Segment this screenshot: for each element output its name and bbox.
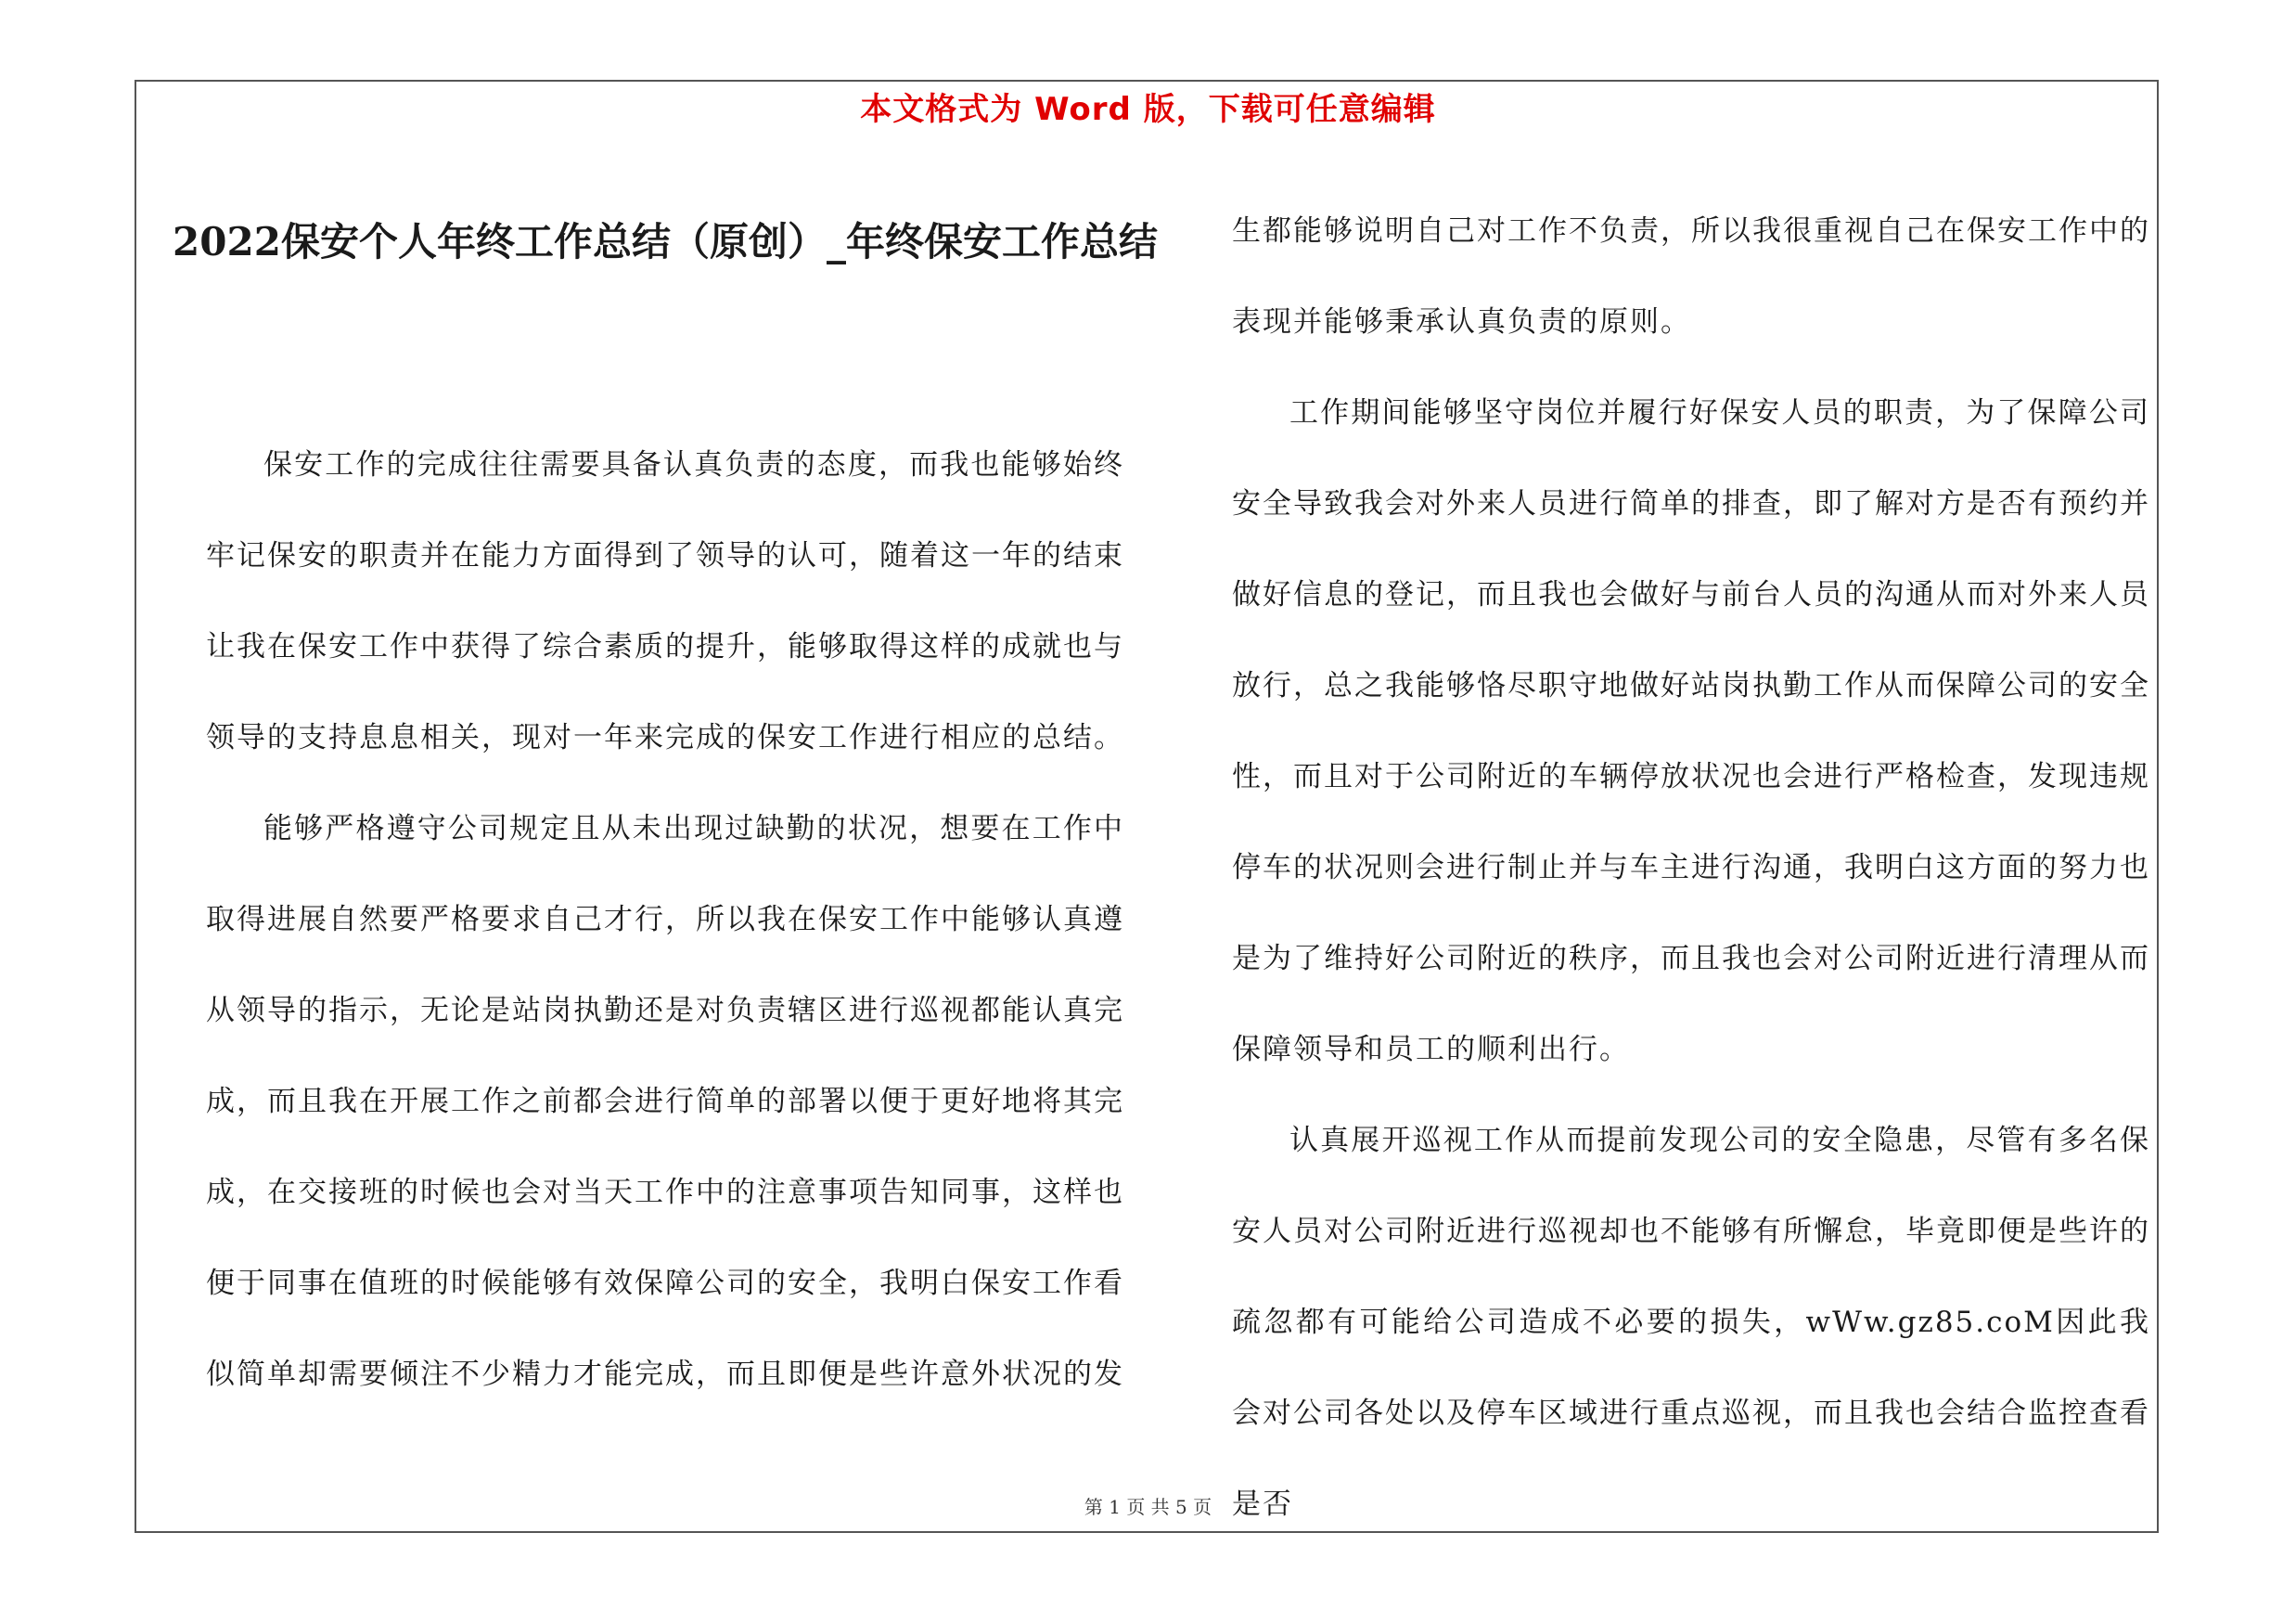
paragraph: 保安工作的完成往往需要具备认真负责的态度，而我也能够始终牢记保安的职责并在能力方面得到了领导的认可，随着这一年的结束让我在保安工作中获得了综合素质的提升，能够取得这样的成就也与领导的支持息息相关，现对一年来完成的保安工作进行相应的总结。 bbox=[206, 448, 1124, 754]
paragraph: 生都能够说明自己对工作不负责，所以我很重视自己在保安工作中的表现并能够秉承认真负责的原则。 bbox=[1232, 214, 2150, 339]
left-column bbox=[173, 186, 1158, 1420]
right-column bbox=[1232, 186, 2150, 1550]
paragraph: 工作期间能够坚守岗位并履行好保安人员的职责，为了保障公司安全导致我会对外来人员进行简单的排查，即了解对方是否有预约并做好信息的登记，而且我也会做好与前台人员的沟通从而对外来人员放行，总之我能够恪尽职守地做好站岗执勤工作从而保障公司的安全性，而且对于公司附近的车辆停放状况也会进行严格检查，发现违规停车的状况则会进行制止并与车主进行沟通，我明白这方面的努力也是为了维持好公司附近的秩序，而且我也会对公司附近进行清理从而保障领导和员工的顺利出行。 bbox=[1232, 396, 2150, 1066]
document-title: 2022保安个人年终工作总结（原创）_年终保安工作总结 bbox=[173, 219, 1158, 264]
format-banner: 本文格式为 Word 版，下载可任意编辑 bbox=[860, 91, 1436, 128]
page-number: 第 1 页 共 5 页 bbox=[1084, 1496, 1212, 1518]
paragraph: 认真展开巡视工作从而提前发现公司的安全隐患，尽管有多名保安人员对公司附近进行巡视却也不能够有所懈怠，毕竟即便是些许的疏忽都有可能给公司造成不必要的损失，wWw.gz85.coM因此我会对公司各处以及停车区域进行重点巡视，而且我也会结合监控查看是否 bbox=[1232, 1124, 2150, 1521]
paragraph: 能够严格遵守公司规定且从未出现过缺勤的状况，想要在工作中取得进展自然要严格要求自己才行，所以我在保安工作中能够认真遵从领导的指示，无论是站岗执勤还是对负责辖区进行巡视都能认真完成，而且我在开展工作之前都会进行简单的部署以便于更好地将其完成，在交接班的时候也会对当天工作中的注意事项告知同事，这样也便于同事在值班的时候能够有效保障公司的安全，我明白保安工作看似简单却需要倾注不少精力才能完成，而且即便是些许意外状况的发 bbox=[206, 812, 1124, 1391]
